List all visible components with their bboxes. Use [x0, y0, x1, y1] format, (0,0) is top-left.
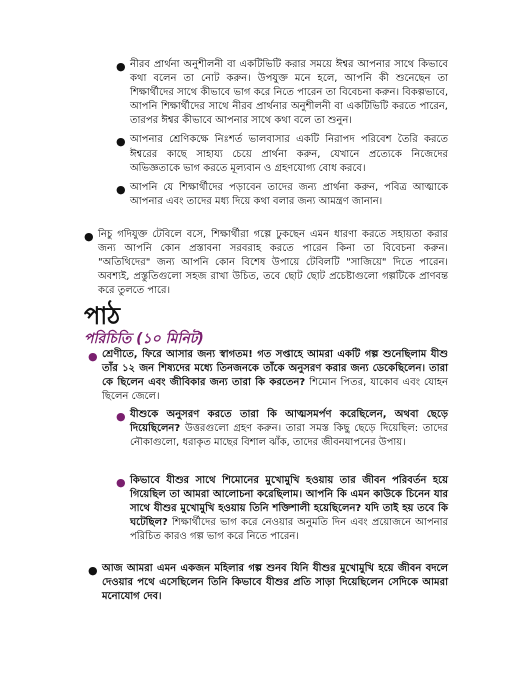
bullet-icon: ● — [84, 230, 94, 243]
question-plain-text: উত্তরগুলো গ্রহণ করুন। তারা সমস্ত কিছু ছেড়ে দিয়েছিল: তাদের নৌকাগুলো, ধরাকৃত মাছের বিশাল ঝাঁক, তাদের জীবনযাপনের উপায়। — [130, 423, 448, 449]
question-bold-text: কিভাবে যীশুর সাথে শিমোনের মুখোমুখি হওয়ায় তার জীবন পরিবর্তন হয়ে গিয়েছিল তা আমরা আলোচনা করেছিলাম। আপনি কি এমন কাউকে চিনেন যার সাথে যীশুর মুখোমুখি হওয়ায় তিনি শক্তিশালী হয়েছিলেন? যদি তাই হয় তবে কি ঘটেছিল? — [130, 475, 448, 529]
bullet-icon: ● — [116, 60, 126, 73]
list-item-text: আপনি যে শিক্ষার্থীদের পড়াবেন তাদের জন্য প্রার্থনা করুন, পবিত্র আত্মাকে আপনার এবং তাদের মধ্য দিয়ে কথা বলার জন্য আমন্ত্রণ জানান। — [130, 181, 448, 207]
list-item — [88, 348, 448, 404]
question-bold-text: যীশুকে অনুসরণ করতে তারা কি আত্মসমর্পণ করেছিলেন, অথবা ছেড়ে দিয়েছিলেন? — [130, 409, 448, 435]
lesson-heading: পাঠ — [84, 301, 121, 330]
bullet-icon: ● — [116, 135, 126, 149]
list-item — [116, 133, 448, 175]
intro-bold-text: শ্রেণীতে, ফিরে আসার জন্য স্বাগতম! গত সপ্তাহে আমরা একটি গল্প শুনেছিলাম যীশু তাঁর ১২ জন শিষ্যদের মধ্যে তিনজনকে তাঁকে অনুসরণ করার জন্য ডেকেছিলেন। তারা কে ছিলেন এবং জীবিকার জন্য তারা কি করতেন? — [102, 349, 448, 389]
intro-subheading: পরিচিতি (১০ মিনিট) — [84, 331, 204, 347]
bullet-icon: ● — [116, 182, 126, 196]
question-plain-text: শিক্ষার্থীদের ভাগ করে নেওয়ার অনুমতি দিন এবং প্রয়োজনে আপনার পরিচিত কারও গল্প ভাগ করে নিতে পারেন। — [130, 517, 448, 543]
list-item — [88, 562, 448, 604]
bullet-icon: ● — [116, 410, 126, 423]
bullet-icon: ● — [116, 476, 126, 489]
list-item-text: আপনার শ্রেণিকক্ষে নিঃশর্ত ভালবাসার একটি নিরাপদ পরিবেশ তৈরি করতে ঈশ্বরের কাছে সাহায্য চেয়ে প্রার্থনা করুন, যেখানে প্রত্যেকে নিজেদের অভিজ্ঞতাকে ভাগ করতে মূল্যবান ও গ্রহণযোগ্য বোধ করবে। — [130, 134, 448, 174]
list-item-text: নীরব প্রার্থনা অনুশীলনী বা একটিভিটি করার সময়ে ঈশ্বর আপনার সাথে কিভাবে কথা বলেন তা নোট করুন। উপযুক্ত মনে হলে, আপনি কী শুনেছেন তা শিক্ষার্থীদের সাথে কীভাবে ভাগ করে নিতে পারেন তা বিবেচনা করুন। বিকল্পভাবে, আপনি শিক্ষার্থীদের সাথে নীরব প্রার্থনার অনুশীলনী বা একটিভিটি করতে পারেন, তারপর ঈশ্বর কীভাবে আপনার সাথে কথা বলে তা শুনুন। — [130, 59, 448, 127]
prep-note-text: নিচু গদিযুক্ত টেবিলে বসে, শিক্ষার্থীরা গল্পে ঢুকছেন এমন ধারণা করতে সহায়তা করার জন্য আপনি কোন প্রস্তাবনা সরবরাহ করতে পারেন কিনা তা বিবেচনা করুন। "অতিথিদের" জন্য আপনি কোন বিশেষ উপায়ে টেবিলটি "সাজিয়ে" দিতে পারেন। অবশ্যই, প্রস্তুতিগুলো সহজ রাখা উচিত, তবে ছোট ছোট প্রচেষ্টাগুলো গল্পটিকে প্রাণবন্ত করে তুলতে পারে। — [98, 229, 448, 297]
question-one — [116, 408, 448, 450]
intro-paragraph — [88, 348, 448, 404]
closing-paragraph — [88, 562, 448, 604]
prep-note — [84, 228, 448, 298]
question-two — [116, 474, 448, 544]
closing-bold-text: আজ আমরা এমন একজন মহিলার গল্প শুনব যিনি যীশুর মুখোমুখি হয়ে জীবন বদলে দেওয়ার পথে এসেছিলেন তিনি কিভাবে যীশুর প্রতি সাড়া দিয়েছিলেন সেদিকে আমরা মনোযোগ দেব। — [102, 563, 448, 603]
prayer-prep-list — [116, 58, 448, 209]
list-item — [116, 181, 448, 209]
bullet-icon: ● — [88, 350, 98, 363]
list-item — [84, 228, 448, 298]
list-item — [116, 474, 448, 544]
list-item — [116, 58, 448, 128]
bullet-icon: ● — [88, 564, 98, 577]
intro-plain-text: শিমোন পিতর, যাকোব এবং যোহন ছিলেন জেলে। — [102, 377, 448, 403]
list-item — [116, 408, 448, 450]
